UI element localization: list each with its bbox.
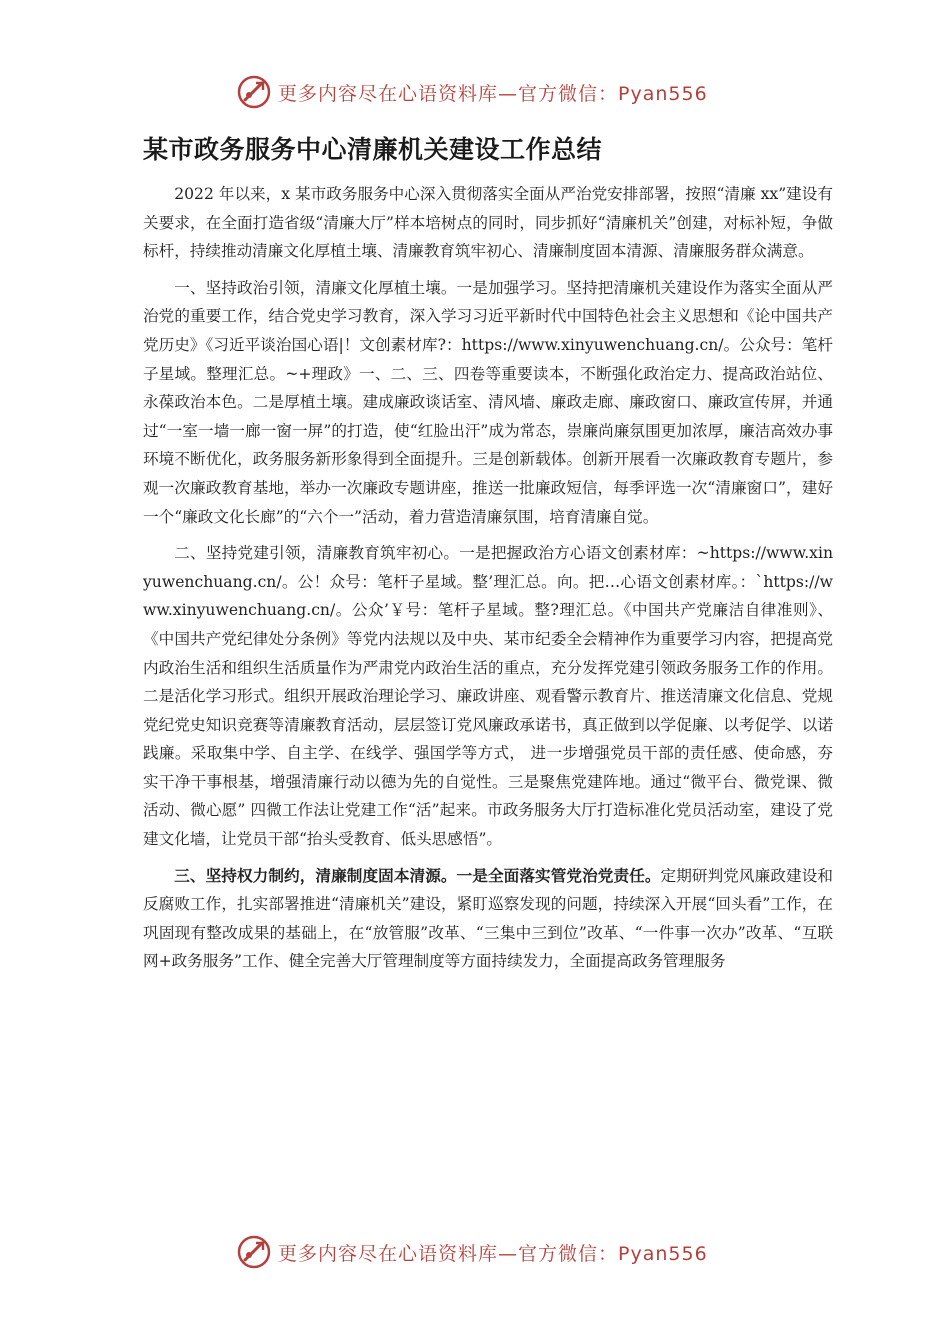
footer-banner bbox=[236, 1232, 736, 1272]
paragraph-section-3 bbox=[143, 862, 833, 976]
paragraph-intro: 2022 年以来，x 某市政务服务中心深入贯彻落实全面从严治党安排部署，按照“清廉 xx”建设有关要求，在全面打造省级“清廉大厅”样本培树点的同时，同步抓好“清廉机关”创建，对标补短，争做标杆，持续推动清廉文化厚植土壤、清廉教育筑牢初心、清廉制度固本清源、清廉服务群众满意。 bbox=[143, 185, 833, 261]
paragraph-section-2: 二、坚持党建引领，清廉教育筑牢初心。一是把握政治方心语文创素材库：~https://www.xinyuwenchuang.cn/。公！众号：笔杆子星域。整’理汇总。向。把…心语文创素材库。：`https://www.xinyuwenchuang.cn/。公众’￥号：笔杆子星域。整?理汇总。《中国共产党廉洁自律准则》、《中国共产党纪律处分条例》等党内法规以及中央、某市纪委全会精神作为重要学习内容，把提高党内政治生活和组织生活质量作为严肃党内政治生活的重点，充分发挥党建引领政务服务工作的作用。二是活化学习形式。组织开展政治理论学习、廉政讲座、观看警示教育片、推送清廉文化信息、党规党纪党史知识竞赛等清廉教育活动，层层签订党风廉政承诺书，真正做到以学促廉、以考促学、以诺践廉。采取集中学、自主学、在线学、强国学等方式， 进一步增强党员干部的责任感、使命感，夯实干净干事根基，增强清廉行动以德为先的自觉性。三是聚焦党建阵地。通过“微平台、微党课、微活动、微心愿” 四微工作法让党建工作“活”起来。市政务服务大厅打造标准化党员活动室，建设了党建文化墙，让党员干部“抬头受教育、低头思感悟”。 bbox=[143, 544, 833, 849]
brand-logo-icon bbox=[236, 1234, 272, 1270]
brand-logo-icon bbox=[236, 74, 272, 110]
banner-text: 更多内容尽在心语资料库—官方微信：Pyan556 bbox=[278, 1242, 708, 1265]
section-3-heading: 三、坚持权力制约，清廉制度固本清源。一是全面落实管党治党责任。 bbox=[174, 865, 661, 885]
header-banner bbox=[236, 72, 736, 112]
section-3-text: 定期研判党风廉政建设和反腐败工作，扎实部署推进“清廉机关”建设，紧盯巡察发现的问题，持续深入开展“回头看”工作，在巩固现有整改成果的基础上，在“放管服”改革、“三集中三到位”改革、“一件事一次办”改革、“互联网+政务服务”工作、健全完善大厅管理制度等方面持续发力，全面提高政务管理服务 bbox=[143, 866, 833, 971]
page-title: 某市政务服务中心清廉机关建设工作总结 bbox=[143, 135, 603, 164]
banner-text: 更多内容尽在心语资料库—官方微信：Pyan556 bbox=[278, 82, 708, 105]
paragraph-section-1: 一、坚持政治引领，清廉文化厚植土壤。一是加强学习。坚持把清廉机关建设作为落实全面从严治党的重要工作，结合党史学习教育，深入学习习近平新时代中国特色社会主义思想和《论中国共产党历史》《习近平谈治国心语|！文创素材库?：https://www.xinyuwenchuang.cn/。公众号：笔杆子星域。整理汇总。~+理政》一、二、三、四卷等重要读本，不断强化政治定力、提高政治站位、永葆政治本色。二是厚植土壤。建成廉政谈话室、清风墙、廉政走廊、廉政窗口、廉政宣传屏，并通过“一室一墙一廊一窗一屏”的打造，使“红脸出汗”成为常态，崇廉尚廉氛围更加浓厚，廉洁高效办事环境不断优化，政务服务新形象得到全面提升。三是创新载体。创新开展看一次廉政教育专题片，参观一次廉政教育基地，举办一次廉政专题讲座，推送一批廉政短信，每季评选一次“清廉窗口”，建好一个“廉政文化长廊”的“六个一”活动，着力营造清廉氛围，培育清廉自觉。 bbox=[143, 278, 833, 526]
document-body bbox=[143, 180, 833, 984]
